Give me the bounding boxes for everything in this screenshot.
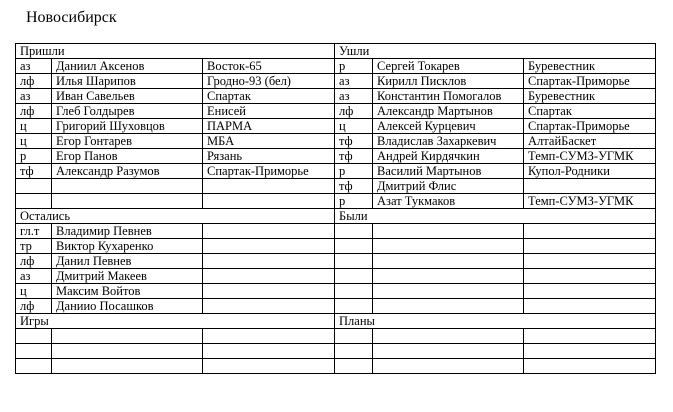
section-header-row xyxy=(16,209,656,224)
left-position: р xyxy=(335,59,373,74)
left-club: Спартак xyxy=(524,104,656,119)
stayed-club xyxy=(203,269,335,284)
arrived-club xyxy=(203,194,335,209)
table-row xyxy=(16,164,656,179)
arrived-player: Иван Савельев xyxy=(52,89,203,104)
table-row xyxy=(16,284,656,299)
stayed-club xyxy=(203,239,335,254)
were-player xyxy=(373,254,524,269)
plans-player xyxy=(373,344,524,359)
table-row xyxy=(16,119,656,134)
plans-club xyxy=(524,359,656,374)
arrived-club: Спартак xyxy=(203,89,335,104)
left-position: лф xyxy=(335,104,373,119)
roster-table xyxy=(15,43,656,374)
left-club: АлтайБаскет xyxy=(524,134,656,149)
arrived-position: аз xyxy=(16,59,52,74)
left-player: Дмитрий Флис xyxy=(373,179,524,194)
games-player xyxy=(52,359,203,374)
arrived-position: р xyxy=(16,149,52,164)
games-club xyxy=(203,344,335,359)
left-player: Андрей Кирдячкин xyxy=(373,149,524,164)
plans-position xyxy=(335,344,373,359)
left-position: ц xyxy=(335,119,373,134)
plans-player xyxy=(373,329,524,344)
table-row xyxy=(16,239,656,254)
table-row xyxy=(16,224,656,239)
arrived-club: Рязань xyxy=(203,149,335,164)
table-row xyxy=(16,329,656,344)
stayed-club xyxy=(203,254,335,269)
table-row xyxy=(16,179,656,194)
stayed-header: Остались xyxy=(16,209,335,224)
plans-position xyxy=(335,329,373,344)
left-position: аз xyxy=(335,74,373,89)
arrived-club: Спартак-Приморье xyxy=(203,164,335,179)
arrived-player: Глеб Голдырев xyxy=(52,104,203,119)
were-club xyxy=(524,299,656,314)
stayed-club xyxy=(203,299,335,314)
arrived-position: аз xyxy=(16,89,52,104)
left-club: Буревестник xyxy=(524,89,656,104)
were-player xyxy=(373,299,524,314)
stayed-position: лф xyxy=(16,254,52,269)
arrived-player: Александр Разумов xyxy=(52,164,203,179)
plans-club xyxy=(524,329,656,344)
page-title: Новосибирск xyxy=(26,9,117,26)
arrived-player: Егор Панов xyxy=(52,149,203,164)
plans-header: Планы xyxy=(335,314,656,329)
games-header: Игры xyxy=(16,314,335,329)
arrived-club: МБА xyxy=(203,134,335,149)
arrived-player: Илья Шарипов xyxy=(52,74,203,89)
arrived-position: тф xyxy=(16,164,52,179)
games-position xyxy=(16,329,52,344)
left-club: Буревестник xyxy=(524,59,656,74)
left-position: тф xyxy=(335,179,373,194)
were-position xyxy=(335,299,373,314)
were-club xyxy=(524,239,656,254)
left-club: Темп-СУМЗ-УГМК xyxy=(524,149,656,164)
arrived-position xyxy=(16,194,52,209)
were-player xyxy=(373,224,524,239)
arrived-position: ц xyxy=(16,134,52,149)
stayed-position: аз xyxy=(16,269,52,284)
stayed-player: Виктор Кухаренко xyxy=(52,239,203,254)
stayed-player: Максим Войтов xyxy=(52,284,203,299)
games-position xyxy=(16,344,52,359)
stayed-player: Даниио Посашков xyxy=(52,299,203,314)
arrived-position: лф xyxy=(16,74,52,89)
were-club xyxy=(524,254,656,269)
were-club xyxy=(524,269,656,284)
games-player xyxy=(52,329,203,344)
stayed-club xyxy=(203,284,335,299)
plans-position xyxy=(335,359,373,374)
arrived-player: Даниил Аксенов xyxy=(52,59,203,74)
were-player xyxy=(373,239,524,254)
left-player: Сергей Токарев xyxy=(373,59,524,74)
plans-player xyxy=(373,359,524,374)
stayed-player: Владимир Певнев xyxy=(52,224,203,239)
section-header-row xyxy=(16,314,656,329)
arrived-club xyxy=(203,179,335,194)
arrived-club: ПАРМА xyxy=(203,119,335,134)
were-club xyxy=(524,284,656,299)
table-row xyxy=(16,89,656,104)
arrived-club: Енисей xyxy=(203,104,335,119)
arrived-club: Восток-65 xyxy=(203,59,335,74)
stayed-player: Данил Певнев xyxy=(52,254,203,269)
were-position xyxy=(335,284,373,299)
games-club xyxy=(203,329,335,344)
left-player: Алексей Курцевич xyxy=(373,119,524,134)
were-player xyxy=(373,284,524,299)
left-club: Темп-СУМЗ-УГМК xyxy=(524,194,656,209)
were-position xyxy=(335,224,373,239)
left-player: Константин Помогалов xyxy=(373,89,524,104)
table-row xyxy=(16,59,656,74)
table-row xyxy=(16,359,656,374)
were-position xyxy=(335,239,373,254)
left-position: тф xyxy=(335,149,373,164)
arrived-player xyxy=(52,179,203,194)
table-row xyxy=(16,104,656,119)
left-player: Владислав Захаркевич xyxy=(373,134,524,149)
left-club: Купол-Родники xyxy=(524,164,656,179)
arrived-header: Пришли xyxy=(16,44,335,59)
left-player: Кирилл Писклов xyxy=(373,74,524,89)
stayed-position: тр xyxy=(16,239,52,254)
were-header: Были xyxy=(335,209,656,224)
stayed-player: Дмитрий Макеев xyxy=(52,269,203,284)
arrived-position: ц xyxy=(16,119,52,134)
stayed-position: гл.т xyxy=(16,224,52,239)
plans-club xyxy=(524,344,656,359)
arrived-position: лф xyxy=(16,104,52,119)
table-row xyxy=(16,254,656,269)
table-row xyxy=(16,134,656,149)
left-club: Спартак-Приморье xyxy=(524,74,656,89)
were-position xyxy=(335,254,373,269)
arrived-player: Егор Гонтарев xyxy=(52,134,203,149)
were-club xyxy=(524,224,656,239)
left-header: Ушли xyxy=(335,44,656,59)
left-position: тф xyxy=(335,134,373,149)
left-position: р xyxy=(335,194,373,209)
left-club xyxy=(524,179,656,194)
table-row xyxy=(16,269,656,284)
arrived-position xyxy=(16,179,52,194)
were-player xyxy=(373,269,524,284)
stayed-position: лф xyxy=(16,299,52,314)
were-position xyxy=(335,269,373,284)
table-row xyxy=(16,149,656,164)
left-player: Александр Мартынов xyxy=(373,104,524,119)
stayed-club xyxy=(203,224,335,239)
left-club: Спартак-Приморье xyxy=(524,119,656,134)
table-row xyxy=(16,194,656,209)
stayed-position: ц xyxy=(16,284,52,299)
left-position: р xyxy=(335,164,373,179)
table-row xyxy=(16,344,656,359)
arrived-player xyxy=(52,194,203,209)
left-player: Василий Мартынов xyxy=(373,164,524,179)
table-row xyxy=(16,299,656,314)
games-player xyxy=(52,344,203,359)
games-club xyxy=(203,359,335,374)
arrived-player: Григорий Шуховцов xyxy=(52,119,203,134)
left-player: Азат Тукмаков xyxy=(373,194,524,209)
table-row xyxy=(16,74,656,89)
arrived-club: Гродно-93 (бел) xyxy=(203,74,335,89)
section-header-row xyxy=(16,44,656,59)
games-position xyxy=(16,359,52,374)
left-position: аз xyxy=(335,89,373,104)
